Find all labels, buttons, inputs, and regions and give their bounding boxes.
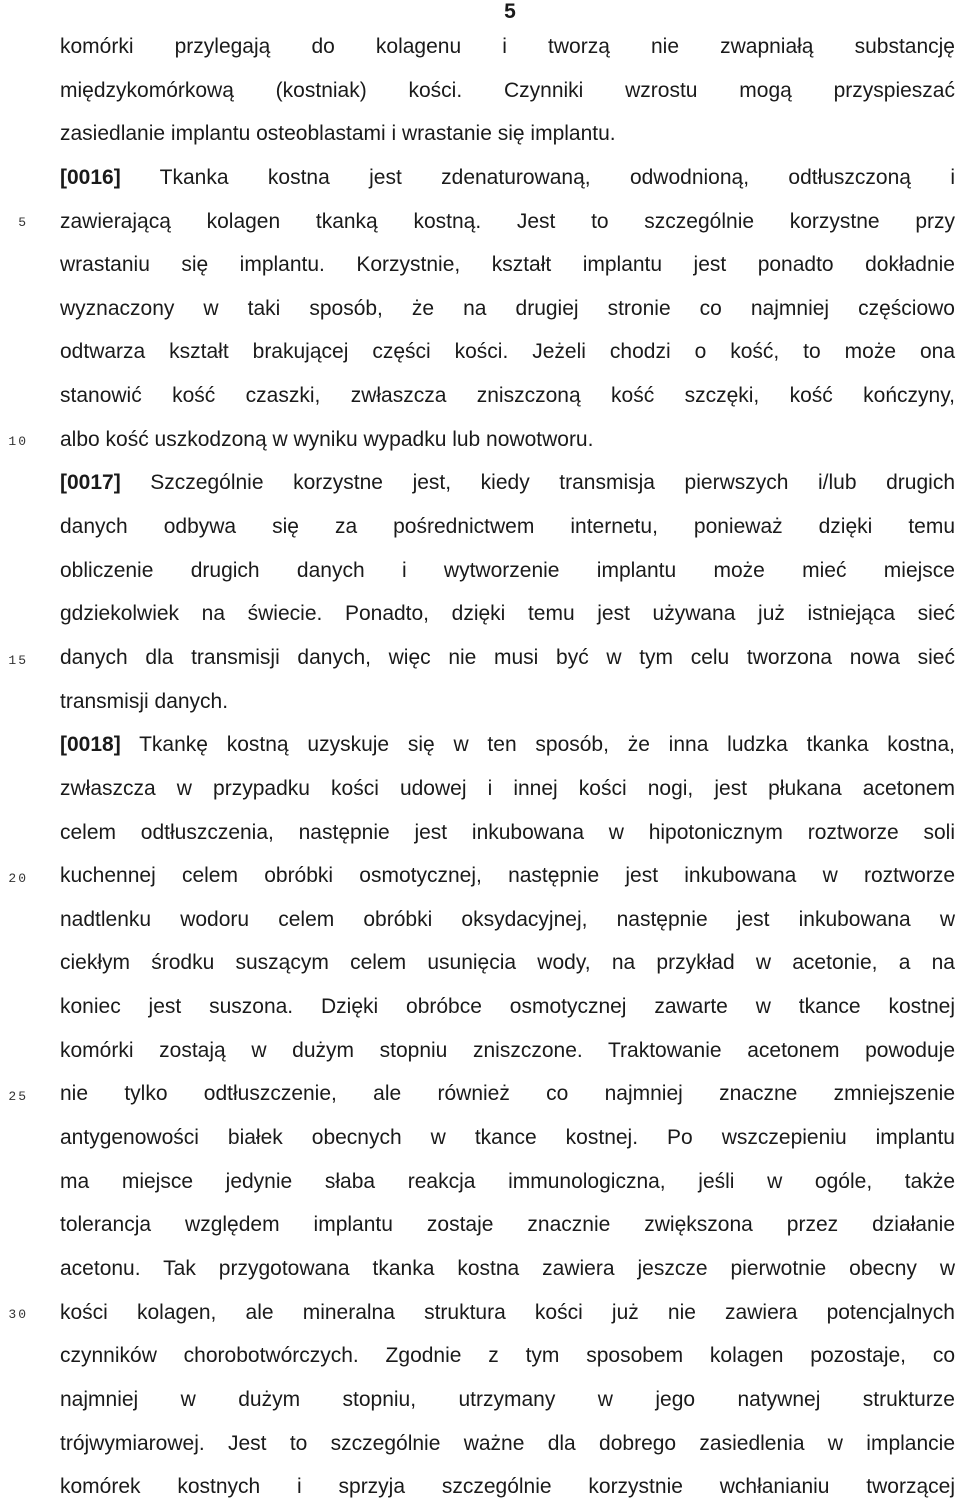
line-text: wrastaniu się implantu. Korzystnie, kształt implantu jest ponadto dokładnie — [60, 253, 955, 277]
text-line — [60, 592, 955, 636]
text-line — [60, 1116, 955, 1160]
text-line — [60, 25, 955, 69]
line-number: 15 — [8, 653, 28, 668]
line-text: kości kolagen, ale mineralna struktura kości już nie zawiera potencjalnych — [60, 1300, 955, 1324]
line-text: Szczególnie korzystne jest, kiedy transmisja pierwszych i/lub drugich — [120, 471, 955, 495]
text-line — [60, 854, 955, 898]
line-text: nie tylko odtłuszczenie, ale również co najmniej znaczne zmniejszenie — [60, 1082, 955, 1106]
line-text: komórek kostnych i sprzyja szczególnie korzystnie wchłanianiu tworzącej — [60, 1475, 955, 1499]
line-text: kuchennej celem obróbki osmotycznej, następnie jest inkubowana w roztworze — [60, 864, 955, 888]
line-text: zwłaszcza w przypadku kości udowej i innej kości nogi, jest płukana acetonem — [60, 776, 955, 800]
line-text: obliczenie drugich danych i wytworzenie implantu może mieć miejsce — [60, 558, 955, 582]
text-line — [60, 680, 955, 724]
text-line — [60, 1203, 955, 1247]
text-line — [60, 1334, 955, 1378]
line-text: odtwarza kształt brakującej części kości. Jeżeli chodzi o kość, to może ona — [60, 340, 955, 364]
text-line — [60, 1422, 955, 1466]
paragraph-number: [0017] — [60, 471, 121, 495]
line-text: stanowić kość czaszki, zwłaszcza zniszczoną kość szczęki, kość kończyny, — [60, 384, 955, 408]
text-line — [60, 985, 955, 1029]
line-text: najmniej w dużym stopniu, utrzymany w jego natywnej strukturze — [60, 1387, 955, 1411]
text-line — [60, 767, 955, 811]
line-text: nadtlenku wodoru celem obróbki oksydacyjnej, następnie jest inkubowana w — [60, 907, 955, 931]
line-number: 30 — [8, 1307, 28, 1322]
line-text: Tkankę kostną uzyskuje się w ten sposób, że inna ludzka tkanka kostna, — [120, 733, 955, 757]
text-line — [60, 723, 955, 767]
text-line — [60, 1160, 955, 1204]
line-number: 5 — [18, 215, 28, 230]
text-line — [60, 418, 955, 462]
text-line — [60, 1465, 955, 1509]
text-line — [60, 112, 955, 156]
text-line — [60, 156, 955, 200]
line-text: danych odbywa się za pośrednictwem internetu, ponieważ dzięki temu — [60, 515, 955, 539]
text-line — [60, 549, 955, 593]
line-text: koniec jest suszona. Dzięki obróbce osmotycznej zawarte w tkance kostnej — [60, 995, 955, 1019]
text-line — [60, 330, 955, 374]
line-text: komórki zostają w dużym stopniu zniszczone. Traktowanie acetonem powoduje — [60, 1038, 955, 1062]
text-line — [60, 941, 955, 985]
line-text: celem odtłuszczenia, następnie jest inkubowana w hipotonicznym roztworze soli — [60, 820, 955, 844]
text-line — [60, 898, 955, 942]
line-text: międzykomórkową (kostniak) kości. Czynniki wzrostu mogą przyspieszać — [60, 78, 955, 102]
text-line — [60, 1247, 955, 1291]
line-text: ciekłym środku suszącym celem usunięcia wody, na przykład w acetonie, a na — [60, 951, 955, 975]
text-line — [60, 811, 955, 855]
text-line — [60, 505, 955, 549]
line-number: 25 — [8, 1089, 28, 1104]
line-text: czynników chorobotwórczych. Zgodnie z tym sposobem kolagen pozostaje, co — [60, 1344, 955, 1368]
line-text: zasiedlanie implantu osteoblastami i wrastanie się implantu. — [60, 122, 616, 146]
text-line — [60, 243, 955, 287]
text-line — [60, 287, 955, 331]
line-text: wyznaczony w taki sposób, że na drugiej stronie co najmniej częściowo — [60, 296, 955, 320]
line-text: ma miejsce jedynie słaba reakcja immunologiczna, jeśli w ogóle, także — [60, 1169, 955, 1193]
line-text: trójwymiarowej. Jest to szczególnie ważne dla dobrego zasiedlenia w implancie — [60, 1431, 955, 1455]
text-line — [60, 1378, 955, 1422]
page-number: 5 — [504, 0, 516, 23]
line-text: transmisji danych. — [60, 689, 229, 713]
line-text: gdziekolwiek na świecie. Ponadto, dzięki temu jest używana już istniejąca sieć — [60, 602, 955, 626]
text-line — [60, 636, 955, 680]
line-text: danych dla transmisji danych, więc nie musi być w tym celu tworzona nowa sieć — [60, 645, 955, 669]
line-text: Tkanka kostna jest zdenaturowaną, odwodnioną, odtłuszczoną i — [120, 165, 955, 189]
text-line — [60, 1072, 955, 1116]
line-text: acetonu. Tak przygotowana tkanka kostna zawiera jeszcze pierwotnie obecny w — [60, 1256, 955, 1280]
line-number-gutter — [0, 0, 40, 1503]
text-line — [60, 1291, 955, 1335]
line-text: tolerancja względem implantu zostaje znacznie zwiększona przez działanie — [60, 1213, 955, 1237]
text-line — [60, 461, 955, 505]
text-line — [60, 374, 955, 418]
text-line — [60, 1029, 955, 1073]
line-text: antygenowości białek obecnych w tkance kostnej. Po wszczepieniu implantu — [60, 1126, 955, 1150]
line-text: albo kość uszkodzoną w wyniku wypadku lub nowotworu. — [60, 427, 594, 451]
line-text: komórki przylegają do kolagenu i tworzą nie zwapniałą substancję — [60, 35, 955, 58]
line-number: 20 — [8, 871, 28, 886]
document-body — [60, 25, 955, 1509]
line-text: zawierającą kolagen tkanką kostną. Jest to szczególnie korzystne przy — [60, 209, 955, 233]
text-line — [60, 69, 955, 113]
paragraph-number: [0018] — [60, 733, 121, 757]
text-line — [60, 200, 955, 244]
line-number: 10 — [8, 434, 28, 449]
paragraph-number: [0016] — [60, 165, 121, 189]
